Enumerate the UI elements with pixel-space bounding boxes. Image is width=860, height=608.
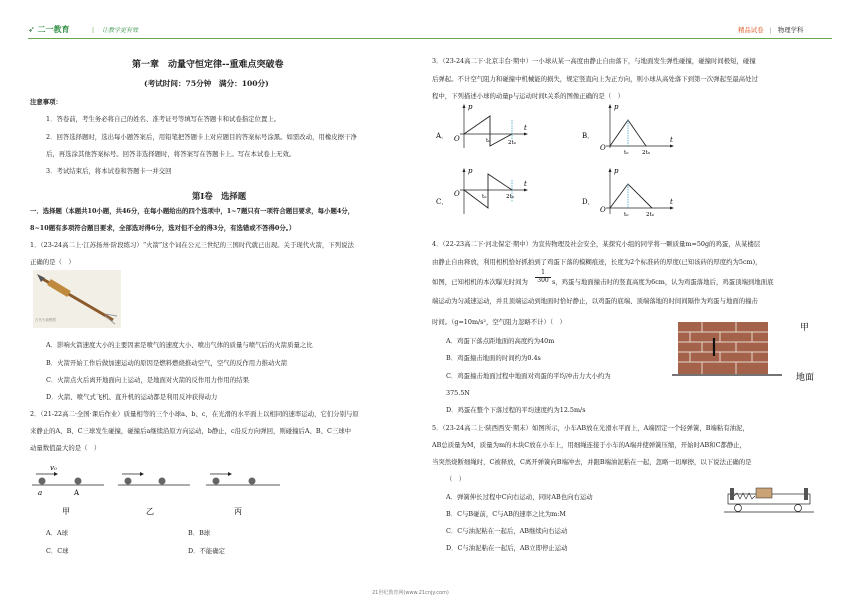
q5-option: B．C与B碰前，C与AB的速率之比为m:M <box>446 510 566 518</box>
q4-option: D．鸡蛋在整个下落过程的平均速度约为12.5m/s <box>446 406 586 414</box>
graph-option-label: D． <box>582 198 595 206</box>
q4-stem-line: 4．（22-23高二下·河北保定·期中）为宣传物理及社会安全，某探究小组的同学将一颗质量m=50g的鸡蛋，从某楼层 <box>432 240 761 248</box>
graph-option-b <box>582 103 674 156</box>
slogan-text: 让教学更有效 <box>101 27 138 34</box>
axis-label: p <box>468 167 473 175</box>
collision-panel-3 <box>206 472 280 516</box>
origin-label: O <box>600 144 606 152</box>
q5-stem-line: 5．（23-24高二上·陕西西安·期末）如图所示，小车AB放在光滑水平面上，A端固定一个轻弹簧，B端粘有油泥， <box>432 424 749 432</box>
tick-label: t₀ <box>624 150 629 156</box>
origin-label: O <box>600 206 606 214</box>
exposure-fraction <box>535 270 551 284</box>
axis-label: p <box>614 167 619 175</box>
q4-brick-wall-figure <box>672 318 832 388</box>
q2-option: B．B球 <box>188 529 211 537</box>
q4-option: C．鸡蛋撞击地面过程中地面对鸡蛋的平均冲击力大小约为 <box>446 372 611 380</box>
q2-stem-line: 动量数值最大的是（ ） <box>30 444 101 452</box>
graph-option-label: C． <box>436 198 449 206</box>
q2-figure <box>30 456 300 520</box>
q5-option: D．C与油泥粘在一起后，AB立即停止运动 <box>446 544 568 552</box>
mc-heading-line: 一．选择题（本题共10小题，共46分，在每小题给出的四个选项中，1~7题只有一项符合题目要求，每小题4分， <box>30 207 355 215</box>
q3-stem-line: 后弹起。不计空气阻力和碰撞中机械能的损失，规定竖直向上为正方向，则小球从高处落下到第一次弹起至最高处过 <box>432 75 758 83</box>
logo-text: 二一教育 <box>37 25 70 34</box>
graph-option-a <box>436 103 528 148</box>
origin-label: O <box>454 135 460 143</box>
figure-label-top: 甲 <box>800 323 810 333</box>
axis-label: t <box>524 180 527 188</box>
q5-stem-line: 当突然烧断细绳时，C被释放，C离开弹簧向B端冲去，并跟B端油泥粘在一起，忽略一切摩擦，以下说法正确的是 <box>432 458 752 466</box>
collision-panel-2 <box>118 472 190 516</box>
q1-option: D．火箭、喷气式飞机、直升机的运动都是利用反冲获得动力 <box>46 393 218 401</box>
q3-graphs <box>436 100 706 220</box>
q4-stem-line-prefix: 如图，已知相机的本次曝光时间为 <box>432 278 528 286</box>
q3-stem-line: 程中，下列描述小球的动量p与运动时间t关系的图像正确的是（ ） <box>432 92 624 100</box>
mc-heading-line: 8~10题有多项符合题目要求，全部选对得6分，选对但不全的得3分，有选错或不答得0分。） <box>30 224 296 232</box>
ball-label: A <box>74 489 80 497</box>
panel-label: 乙 <box>146 507 154 516</box>
badge-separator: | <box>769 26 772 34</box>
q4-stem-line: 端运动为匀减速运动，并且顶端运动到地面时恰好静止，以鸡蛋的底端、顶端落地的时间间隔作为鸡蛋与地面的撞击 <box>432 297 758 305</box>
tick-label: 2t₀ <box>506 194 514 200</box>
q4-option: A．鸡蛋下落点距地面的高度约为40m <box>446 337 555 345</box>
q2-stem-line: 2．（21-22高二·全国·课后作业）质量相等的三个小球a、b、c，在光滑的水平面上以相同的速率运动，它们分别与原 <box>30 410 359 418</box>
notes-heading: 注意事项： <box>30 98 62 106</box>
exam-title: 第一章 动量守恒定律--重难点突破卷 <box>132 60 284 70</box>
collision-panel-1 <box>32 464 104 516</box>
q2-option: C．C球 <box>46 547 69 555</box>
badge-text: 精品试卷 <box>738 26 764 34</box>
header-right <box>738 25 803 34</box>
rocket-image-caption: 古代火箭模型 <box>35 318 56 322</box>
q5-stem-line: （ ） <box>446 475 466 483</box>
page-footer: 21世纪教育网(www.21cnjy.com) <box>372 590 449 596</box>
brand-slogan <box>92 25 138 34</box>
tick-label: t₀ <box>486 138 491 144</box>
q1-stem-line: 正确的是（ ） <box>30 258 75 266</box>
velocity-label: v₀ <box>50 464 57 472</box>
note-line: 2．回答选择题时，选出每小题答案后，用铅笔把答题卡上对应题目的答案标号涂黑。如需改动，用橡皮擦干净 <box>46 133 357 141</box>
q2-stem-line: 来静止的A、B、C三球发生碰撞，碰撞后a继续沿原方向运动，b静止，c沿反方向弹回，则碰撞后A、B、C三球中 <box>30 427 352 435</box>
q4-stem-line: s，鸡蛋与地面撞击时的竖直高度为6cm，认为鸡蛋落地后，鸡蛋顶端到地面底 <box>552 278 774 286</box>
section-title: 第Ⅰ卷 选择题 <box>192 191 247 201</box>
graph-option-c <box>436 167 528 214</box>
q4-stem-line: 时间。（g=10m/s²，空气阻力忽略不计）（ ） <box>432 318 566 326</box>
q3-stem-line: 3．（23-24高二下·北京丰台·期中）一小球从某一高度由静止自由落下，与地面发生弹性碰撞，碰撞时间极短，碰撞 <box>432 57 756 65</box>
graph-option-label: A． <box>436 132 449 140</box>
note-line: 1．答卷前，考生务必将自己的姓名、准考证号等填写在答题卡和试卷指定位置上。 <box>46 115 281 123</box>
tick-label: 2t₀ <box>508 140 516 146</box>
brand-logo <box>28 24 70 35</box>
panel-label: 丙 <box>234 507 242 516</box>
tick-label: t₀ <box>482 194 487 200</box>
graph-option-label: B． <box>582 132 595 140</box>
rocket-image <box>33 270 121 328</box>
axis-label: p <box>614 103 619 111</box>
q5-cart-figure <box>724 484 814 518</box>
panel-label: 甲 <box>62 507 70 516</box>
exam-subtitle: (考试时间：75分钟 满分：100分) <box>144 79 269 88</box>
q1-stem-line: 1．（23-24高二上·江苏扬州·阶段练习）“火箭”这个词在公元三世纪的三国时代就已出现。关于现代火箭，下列说法 <box>30 241 354 249</box>
q1-option: A．影响火箭速度大小的主要因素是喷气的速度大小、喷出气体的质量与喷气后的火箭质量之比 <box>46 341 313 349</box>
header-rule <box>28 38 832 39</box>
graph-option-d <box>582 167 674 218</box>
q5-option: A．弹簧伸长过程中C向右运动，同时AB也向右运动 <box>446 493 593 501</box>
note-line: 3．考试结束后，将本试卷和答题卡一并交回 <box>46 167 172 175</box>
ball-label: a <box>38 489 43 497</box>
q5-stem-line: AB总质量为M，质量为m的木块C放在小车上，用细绳连接于小车的A端并使弹簧压缩，开始时AB和C都静止， <box>432 441 747 449</box>
q4-option-cont: 375.5N <box>446 389 470 397</box>
fraction-numerator: 1 <box>535 270 551 278</box>
axis-label: p <box>468 103 473 111</box>
origin-label: O <box>454 190 460 198</box>
tick-label: t₀ <box>624 212 629 218</box>
slogan-separator: | <box>92 27 95 34</box>
q4-stem-line: 由静止自由释放，利用相机恰好抓拍到了鸡蛋下落的模糊痕迹，长度为2个标准砖的厚度(已知该砖的厚度约为5cm)， <box>432 258 762 266</box>
axis-label: t <box>670 198 673 206</box>
runner-icon: ➶ <box>28 25 35 34</box>
q5-option: C．C与油泥粘在一起后，AB继续向右运动 <box>446 527 568 535</box>
q1-option: B．火箭开始工作后做加速运动的原因是燃料燃烧推动空气，空气的反作用力推动火箭 <box>46 359 288 367</box>
q4-option: B．鸡蛋撞击地面的时间约为0.4s <box>446 354 541 362</box>
subject-text: 物理学科 <box>777 26 804 34</box>
axis-label: t <box>670 136 673 144</box>
note-line: 后，再选涂其他答案标号。回答非选择题时，将答案写在答题卡上。写在本试卷上无效。 <box>46 150 296 158</box>
q2-option: A．A球 <box>46 529 69 537</box>
q1-option: C．火箭点火后离开地面向上运动，是地面对火箭的反作用力作用的结果 <box>46 376 249 384</box>
tick-label: 2t₀ <box>642 150 650 156</box>
tick-label: 2t₀ <box>646 212 654 218</box>
axis-label: t <box>524 124 527 132</box>
q2-option: D．不能确定 <box>188 547 226 555</box>
figure-label-ground: 地面 <box>796 373 815 383</box>
fraction-denominator: 300 <box>537 276 549 284</box>
